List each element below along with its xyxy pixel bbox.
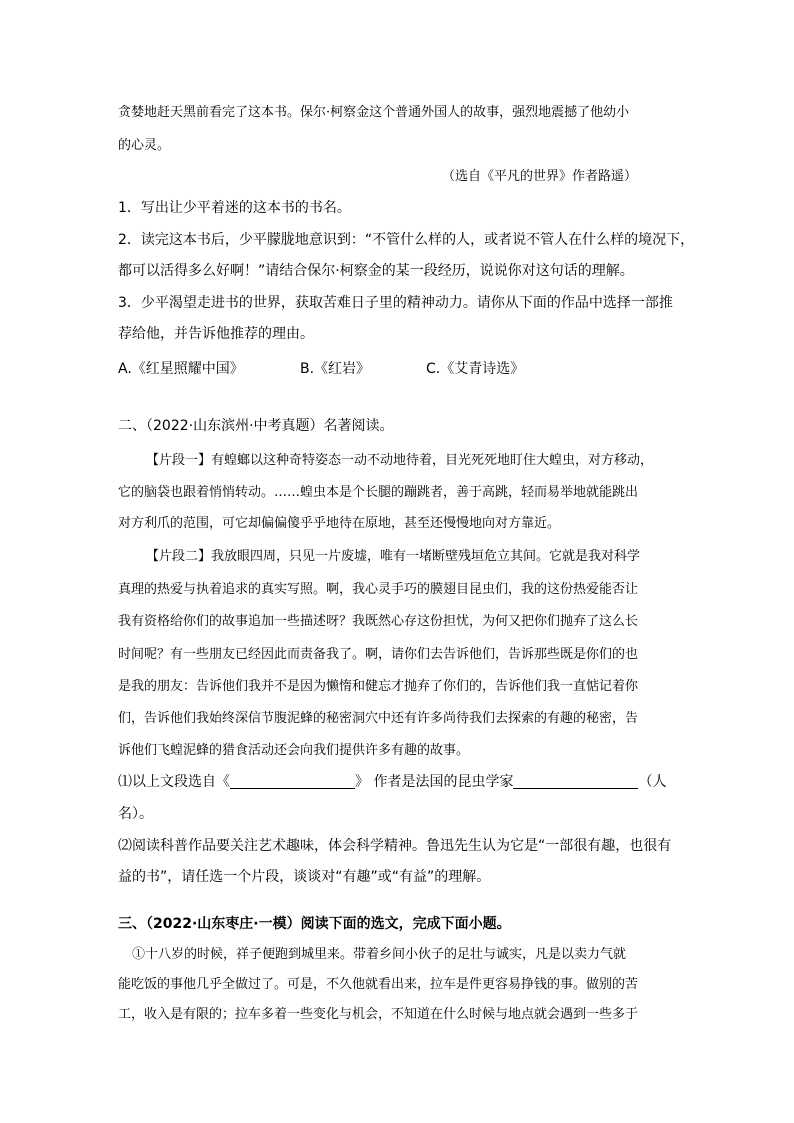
answer-blank-author[interactable] <box>513 774 638 789</box>
sub-question-1-text: （人 <box>638 774 667 790</box>
question-3: 荐给他，并告诉他推荐的理由。 <box>118 326 314 342</box>
question-1: 1．写出让少平着迷的这本书的书名。 <box>118 200 351 216</box>
passage-line: ①十八岁的时候，祥子便跑到城里来。带着乡间小伙子的足壮与诚实，凡是以卖力气就 <box>132 947 627 962</box>
fragment-2-line: 是我的朋友：告诉他们我并不是因为懒惰和健忘才抛弃了你们的，告诉他们我一直惦记着你 <box>118 679 639 694</box>
passage-line: 贪婪地赶天黑前看完了这本书。保尔·柯察金这个普通外国人的故事，强烈地震撼了他幼小 <box>118 105 630 120</box>
sub-question-1-text: 》 作者是法国的昆虫学家 <box>355 774 514 790</box>
fragment-2-line: 真理的热爱与执着追求的真实写照。啊，我心灵手巧的膜翅目昆虫们，我的这份热爱能否让 <box>118 582 639 597</box>
source-citation: （选自《平凡的世界》作者路遥） <box>442 169 638 184</box>
question-3: 3．少平渴望走进书的世界，获取苦难日子里的精神动力。请你从下面的作品中选择一部推 <box>118 295 673 311</box>
fragment-2-line: 们，告诉他们我始终深信节腹泥蜂的秘密洞穴中还有许多尚待我们去探索的有趣的秘密，告 <box>118 711 639 726</box>
passage-line: 工，收入是有限的；拉车多着一些变化与机会，不知道在什么时候与地点就会遇到一些多于 <box>118 1007 639 1022</box>
fragment-2-line: 我有资格给你们的故事追加一些描述呀？我既然心存这份担忧，为何又把你们抛弃了这么长 <box>118 614 639 629</box>
fragment-2-line: 诉他们飞蝗泥蜂的猎食活动还会向我们提供许多有趣的故事。 <box>118 743 470 758</box>
option-c: C.《艾青诗选》 <box>426 361 525 377</box>
section-heading: 三、（2022·山东枣庄·一模）阅读下面的选文，完成下面小题。 <box>118 916 511 932</box>
fragment-1-line: 对方利爪的范围，可它却偏偏傻乎乎地待在原地，甚至还慢慢地向对方靠近。 <box>118 516 561 531</box>
sub-question-1 <box>118 771 666 791</box>
passage-line: 能吃饭的事他几乎全做过了。可是，不久他就看出来，拉车是件更容易挣钱的事。做别的苦 <box>118 977 639 992</box>
fragment-1-line: 【片段一】有蝗螂以这种奇特姿态一动不动地待着，目光死死地盯住大蝗虫，对方移动， <box>146 453 654 468</box>
sub-question-1: 名）。 <box>118 806 153 822</box>
fragment-2-line: 【片段二】我放眼四周，只见一片废墟，唯有一堵断壁残垣危立其间。它就是我对科学 <box>146 549 641 564</box>
section-heading: 二、（2022·山东滨州·中考真题）名著阅读。 <box>118 418 394 434</box>
question-2: 都可以活得多么好啊！”请结合保尔·柯察金的某一段经历，说说你对这句话的理解。 <box>118 263 634 279</box>
question-2: 2．读完这本书后，少平朦胧地意识到：“不管什么样的人，或者说不管人在什么样的境况下， <box>118 232 695 248</box>
answer-blank-book[interactable] <box>230 774 355 789</box>
fragment-2-line: 时间呢？有一些朋友已经因此而责备我了。啊，请你们去告诉他们，告诉那些既是你们的也 <box>118 647 639 662</box>
fragment-1-line: 它的脑袋也跟着悄悄转动。……蝗虫本是个长腿的蹦跳者，善于高跳，轻而易举地就能跳出 <box>118 485 639 500</box>
sub-question-2: ⑵阅读科普作品要关注艺术趣味，体会科学精神。鲁迅先生认为它是“一部很有趣，也很有 <box>118 838 672 854</box>
passage-line: 的心灵。 <box>118 138 171 153</box>
option-b: B.《红岩》 <box>300 361 371 377</box>
sub-question-2: 益的书”，请任选一个片段，谈谈对“有趣”或“有益”的理解。 <box>118 869 491 885</box>
sub-question-1-text: ⑴以上文段选自《 <box>118 774 230 790</box>
option-a: A.《红星照耀中国》 <box>118 361 244 377</box>
